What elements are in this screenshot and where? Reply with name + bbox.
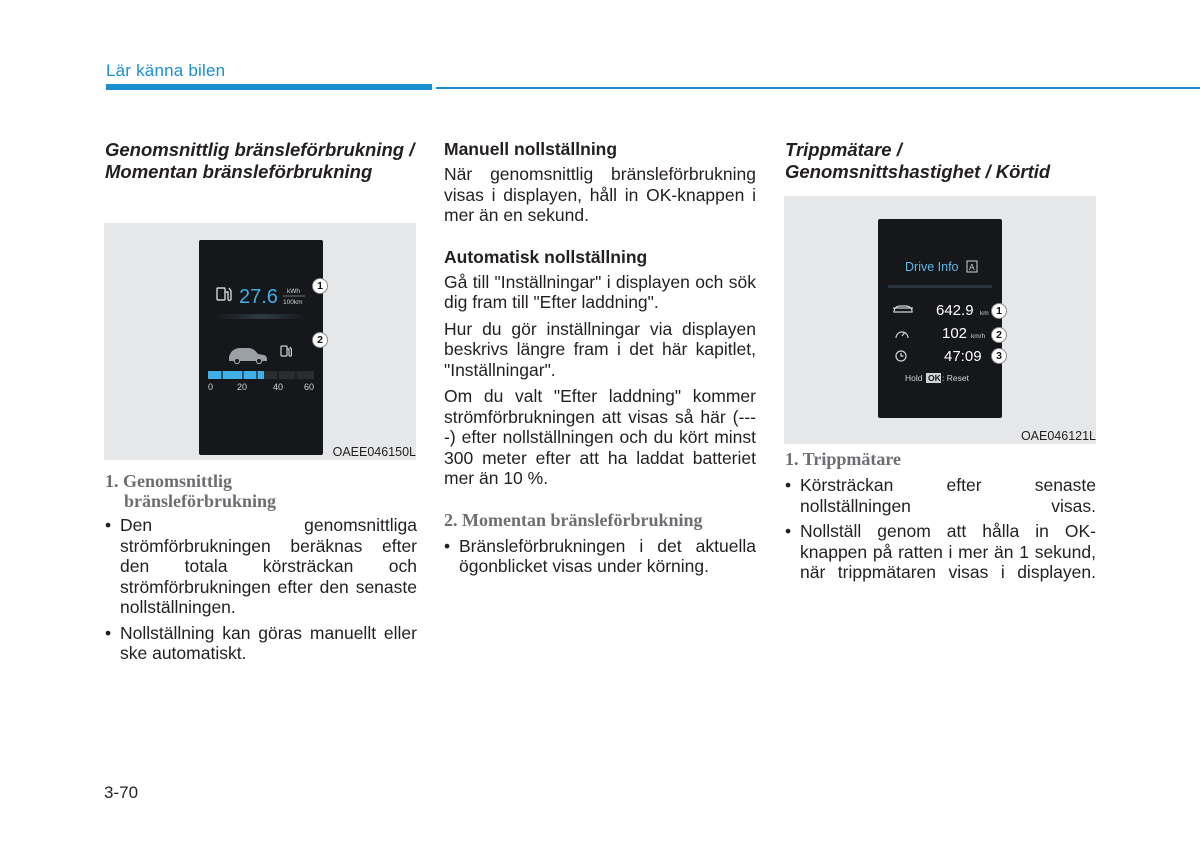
- cluster-screen: [878, 219, 1002, 418]
- col3-body: [785, 449, 1096, 583]
- svg-text:: Reset: : Reset: [942, 373, 969, 383]
- cluster-screen: [199, 240, 323, 455]
- svg-text:100km: 100km: [283, 299, 303, 306]
- section-trip: [785, 139, 1096, 182]
- fuel-pump-small-icon: [281, 346, 291, 356]
- figure-consumption-display: [104, 223, 416, 460]
- svg-text:km: km: [980, 310, 989, 317]
- col2-body: [444, 139, 756, 577]
- fuel-pump-icon: [217, 288, 231, 301]
- drive-time-value: 47:09: [944, 348, 982, 365]
- car-trip-icon: [893, 306, 913, 312]
- callout-2: 2: [312, 332, 328, 348]
- chapter-title: Lär känna bilen: [106, 61, 226, 80]
- auto-reset-text-2: Hur du gör inställningar via displayen beskrivs längre fram i det här kapitlet, "Inställningar".: [444, 318, 756, 380]
- section-avg-consumption: [105, 139, 417, 182]
- callout-2: 2: [991, 327, 1007, 343]
- col1-body: [105, 471, 417, 664]
- figure-caption: OAE046121L: [1020, 429, 1096, 443]
- mode-badge: A: [969, 262, 975, 272]
- svg-text:0: 0: [208, 382, 214, 392]
- figure-caption: OAEE046150L: [332, 445, 416, 459]
- list-item: • Körsträckan efter senaste nollställningen visas.: [785, 475, 1096, 516]
- list-item: • Nollställ genom att hålla in OK-knappen på ratten i mer än 1 sekund, när trippmätaren visas i displayen.: [785, 521, 1096, 583]
- section-title: Trippmätare / Genomsnittshastighet / Körtid: [785, 139, 1051, 182]
- item-heading-1: 1. Trippmätare: [785, 449, 901, 469]
- list-item: • Den genomsnittliga strömförbrukningen beräknas efter den totala körsträckan och strömförbrukningen efter den senaste nollställningen.: [105, 515, 417, 618]
- page-number: 3-70: [104, 783, 139, 802]
- header-rule-thin: [436, 87, 1200, 89]
- header-rule-thick: [106, 84, 432, 90]
- item-heading-1: 1. Genomsnittlig bränsleförbrukning: [105, 471, 277, 511]
- item-heading-2: 2. Momentan bränsleförbrukning: [444, 509, 703, 530]
- avg-consumption-value: 27.6: [239, 286, 278, 308]
- drive-info-graphic: [878, 219, 1002, 418]
- clock-icon: [896, 351, 906, 361]
- figure-drive-info: [784, 196, 1096, 444]
- avg-speed-value: 102: [942, 325, 968, 342]
- svg-text:OK: OK: [928, 373, 941, 383]
- auto-reset-title: Automatisk nollställning: [444, 246, 648, 267]
- car-icon: [229, 348, 267, 364]
- instant-consumption-bar: [208, 371, 314, 379]
- list-item: • Bränsleförbrukningen i det aktuella ögonblicket visas under körning.: [444, 536, 756, 577]
- callout-3: 3: [991, 348, 1007, 364]
- svg-text:kWh: kWh: [287, 288, 300, 295]
- bullet-list: [105, 515, 417, 664]
- trip-distance-value: 642.9: [936, 302, 974, 319]
- speedometer-icon: [896, 332, 908, 338]
- svg-text:60: 60: [304, 382, 315, 392]
- section-title: Genomsnittlig bränsleförbrukning / Momentan bränsleförbrukning: [105, 139, 415, 182]
- manual-reset-text: När genomsnittlig bränsleförbrukning visas i displayen, håll in OK-knappen i mer än en sekund.: [444, 164, 756, 225]
- svg-text:Hold: Hold: [905, 373, 923, 383]
- callout-1: 1: [991, 303, 1007, 319]
- bullet-list: [785, 475, 1096, 583]
- list-item: • Nollställning kan göras manuellt eller ske automatiskt.: [105, 623, 417, 664]
- auto-reset-text-3: Om du valt "Efter laddning" kommer strömförbrukningen att visas så här (----) efter nollställningen och du kört minst 300 meter efter att ha laddat batteriet mer än 10 %.: [444, 386, 756, 488]
- bullet-list: [444, 536, 756, 577]
- svg-text:40: 40: [273, 382, 284, 392]
- auto-reset-text-1: Gå till "Inställningar" i displayen och sök dig fram till "Efter laddning".: [444, 271, 756, 312]
- manual-reset-title: Manuell nollställning: [444, 139, 618, 159]
- callout-1: 1: [312, 278, 328, 294]
- drive-info-title: Drive Info: [905, 260, 959, 274]
- consumption-display-graphic: [199, 240, 323, 455]
- svg-text:20: 20: [237, 382, 248, 392]
- svg-text:km/h: km/h: [971, 333, 986, 340]
